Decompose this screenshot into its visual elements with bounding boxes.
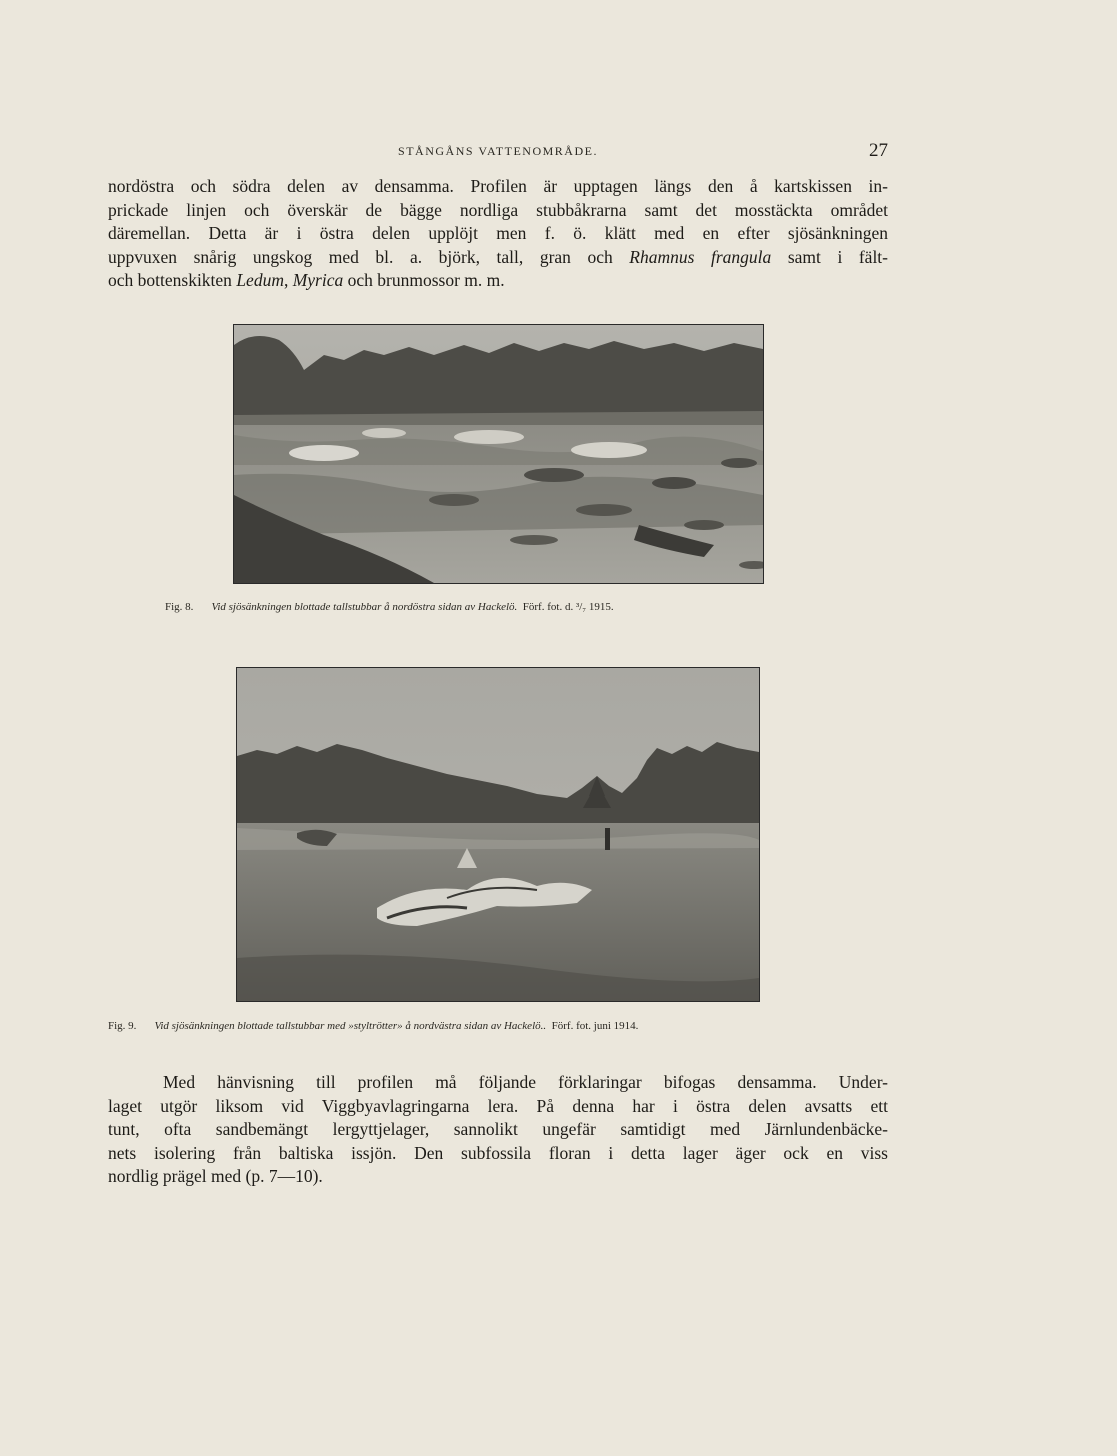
paragraph-1-line: prickade linjen och överskär de bägge nordliga stubbåkrarna samt det mosstäckta området — [108, 199, 888, 220]
species-name: Rhamnus frangula — [629, 246, 772, 267]
photo-credit: Förf. fot. d. ³/₇ 1915. — [522, 601, 614, 613]
paragraph-2-line: nordlig prägel med (p. 7—10). — [108, 1166, 323, 1187]
running-title: STÅNGÅNS VATTENOMRÅDE. — [398, 144, 598, 158]
paragraph-1-line: nordöstra och södra delen av densamma. Profilen är upptagen längs den å kartskissen in- — [108, 176, 888, 196]
text-run: uppvuxen snårig ungskog med bl. a. björk, tall, gran och — [108, 246, 630, 267]
paragraph-2-line: tunt, ofta sandbemängt lergyttjelager, sannolikt ungefär samtidigt med Järnlundenbäcke- — [108, 1119, 888, 1140]
species-name: Ledum — [236, 270, 284, 291]
figure-9-caption — [108, 1020, 638, 1032]
figure-9-image — [237, 668, 759, 1001]
paragraph-2-line: laget utgör liksom vid Viggbyavlagringarna lera. På denna har i östra delen avsatts ett — [108, 1095, 888, 1116]
text-run: samt i fält- — [771, 246, 888, 267]
text-run: och brunmossor m. m. — [343, 270, 505, 291]
text-run: och bottenskikten — [108, 270, 237, 291]
paragraph-2-line: Med hänvisning till profilen må följande förklaringar bifogas densamma. Under- — [163, 1072, 888, 1092]
caption-text: Vid sjösänkningen blottade tallstubbar med »styltrötter» å nordvästra sidan av Hackelö.. — [154, 1020, 547, 1032]
figure-label: Fig. 8. — [165, 601, 194, 613]
figure-label: Fig. 9. — [108, 1020, 137, 1032]
figure-8-photo — [233, 324, 764, 584]
species-name: Myrica — [292, 270, 344, 291]
paragraph-1-line — [108, 246, 888, 270]
paragraph-2-line: nets isolering från baltiska issjön. Den subfossila floran i detta lager äger ock en viss — [108, 1142, 888, 1163]
paragraph-1-line — [108, 269, 888, 293]
paragraph-1 — [108, 175, 888, 293]
figure-8-caption — [165, 601, 614, 613]
photo-credit: Förf. fot. juni 1914. — [551, 1020, 639, 1032]
paragraph-1-line: däremellan. Detta är i östra delen upplöjt men f. ö. klätt med en efter sjösänkningen — [108, 223, 888, 244]
page-number: 27 — [869, 140, 888, 161]
figure-9-photo — [236, 667, 760, 1002]
paragraph-2 — [108, 1071, 888, 1189]
running-head — [108, 140, 888, 162]
caption-text: Vid sjösänkningen blottade tallstubbar å nordöstra sidan av Hackelö. — [211, 601, 518, 613]
text-run: , — [283, 270, 293, 291]
figure-8-image — [234, 325, 763, 583]
